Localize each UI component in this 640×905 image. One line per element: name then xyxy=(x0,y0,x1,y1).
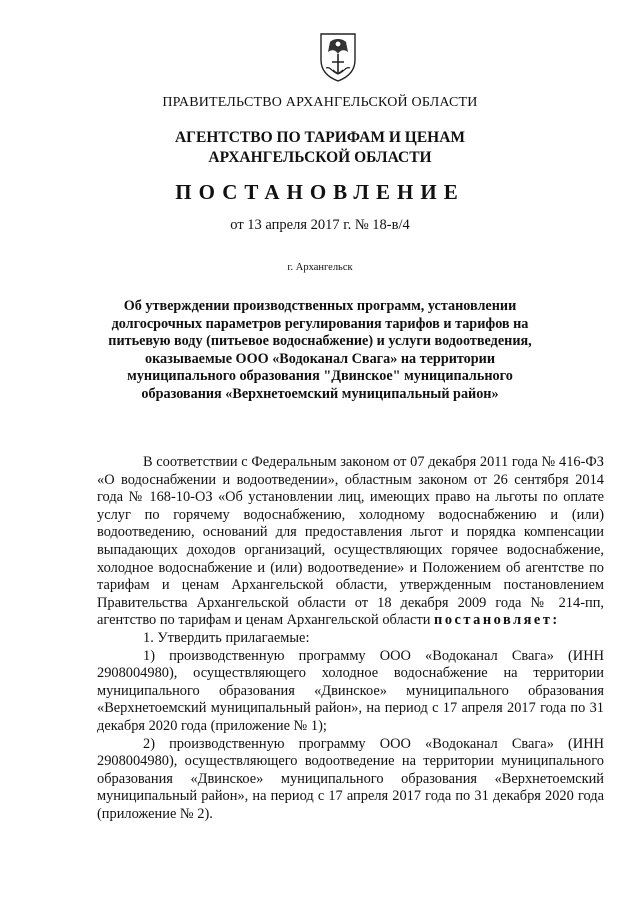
coat-of-arms-icon xyxy=(318,30,358,82)
preamble-paragraph xyxy=(97,454,604,630)
agency-name-line1: АГЕНТСТВО ПО ТАРИФАМ И ЦЕНАМ xyxy=(174,129,466,146)
government-name: ПРАВИТЕЛЬСТВО АРХАНГЕЛЬСКОЙ ОБЛАСТИ xyxy=(162,95,478,110)
preamble-text: В соответствии с Федеральным законом от 07 декабря 2011 года № 416-ФЗ «О водоснабжении и водоотведении», областным законом от 26 сентября 2014 года № 168-10-ОЗ «Об установлении лиц, имеющих право на льготы по оплате услуг по горячему водоснабжению, холодному водоснабжению и (или) водоотведению, оснований для предоставления льгот и порядка компенсации выпадающих доходов организаций, осуществляющих горячее водоснабжение, холодное водоснабжение и (или) водоотведение» и Положением об агентстве по тарифам и ценам Архангельской области, утвержденным постановлением Правительства Архангельской области от 18 декабря 2009 года № 214-пп, агентство по тарифам и ценам Архангельской области xyxy=(97,454,604,629)
decides-word: постановляет: xyxy=(434,612,560,629)
document-type: ПОСТАНОВЛЕНИЕ xyxy=(175,180,465,204)
agency-name-line2: АРХАНГЕЛЬСКОЙ ОБЛАСТИ xyxy=(208,149,432,166)
item-1: 1. Утвердить прилагаемые: xyxy=(143,629,310,646)
document-city: г. Архангельск xyxy=(287,262,353,273)
document-title: Об утверждении производственных программ, установлении долгосрочных параметров регулирования тарифов и тарифов на питьевую воду (питьевое водоснабжение) и услуги водоотведения, оказываемые ООО «Водоканал Свага» на территории муниципального образования "Двинское" муниципального образования «Верхнетоемский муниципальный район» xyxy=(108,298,532,402)
item-1-1: 1) производственную программу ООО «Водоканал Свага» (ИНН 2908004980), осуществляющего холодное водоснабжение на территории муниципального образования «Двинское» муниципального образования «Верхнетоемский муниципальный район», на период с 17 апреля 2017 года по 31 декабря 2020 года (приложение № 1); xyxy=(97,647,604,734)
document-date-number: от 13 апреля 2017 г. № 18-в/4 xyxy=(230,217,410,233)
item-1-2: 2) производственную программу ООО «Водоканал Свага» (ИНН 2908004980), осуществляющего водоотведение на территории муниципального образования «Двинское» муниципального образования «Верхнетоемский муниципальный район», на период с 17 апреля 2017 года по 31 декабря 2020 года (приложение № 2). xyxy=(97,735,604,822)
agency-name xyxy=(0,128,640,168)
document-body xyxy=(97,454,604,823)
